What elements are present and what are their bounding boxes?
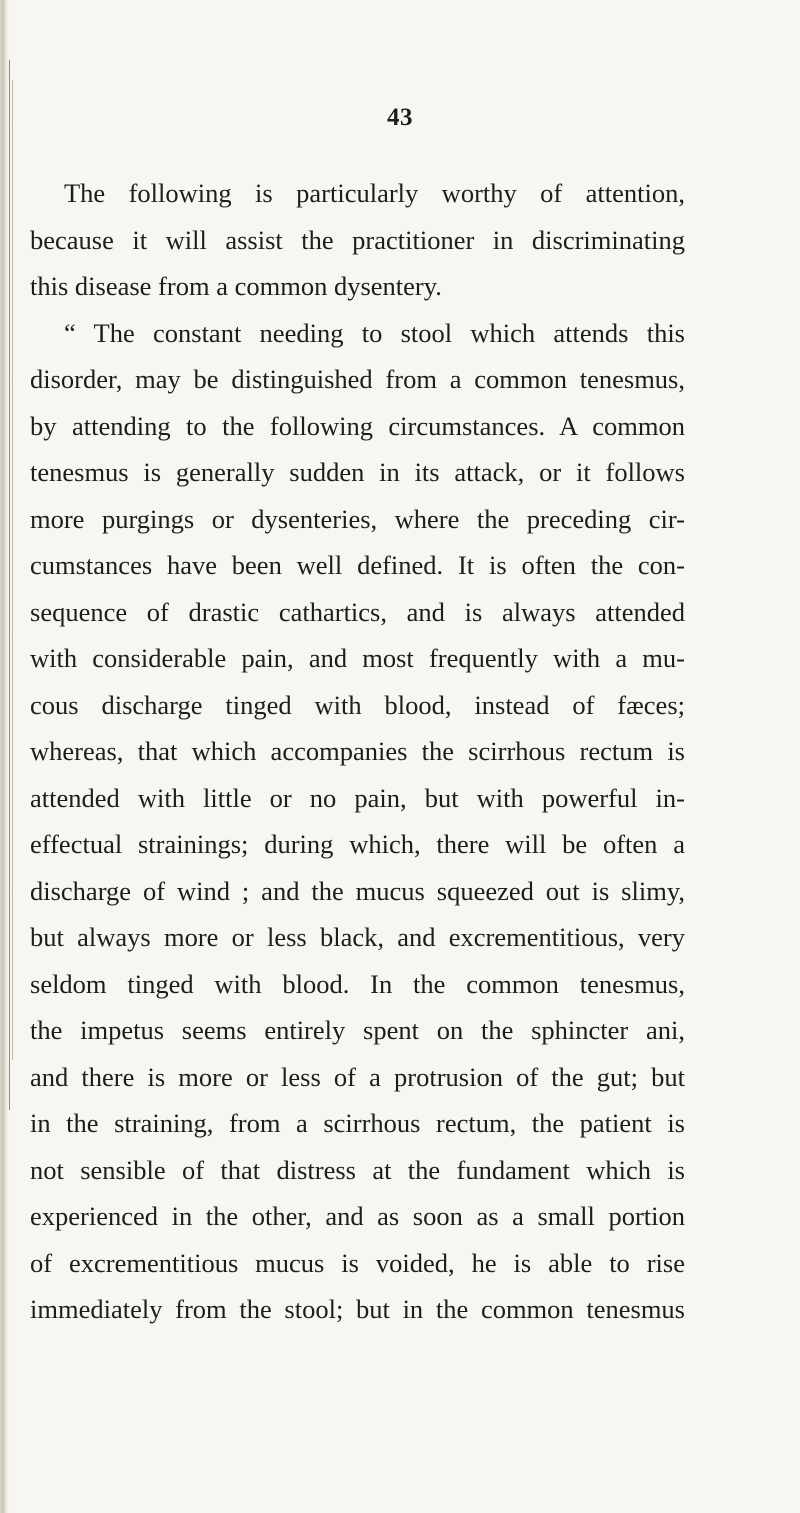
text-line: tenesmus is generally sudden in its attack, or it follows (30, 457, 685, 487)
text-line: the impetus seems entirely spent on the sphincter ani, (30, 1015, 685, 1045)
text-line: whereas, that which accompanies the scirrhous rectum is (30, 736, 685, 766)
text-line: of excrementitious mucus is voided, he is able to rise (30, 1247, 685, 1278)
text-line: effectual strainings; during which, there will be often a (30, 829, 685, 859)
text-line: sequence of drastic cathartics, and is always attended (30, 596, 685, 627)
text-line: in the straining, from a scirrhous rectum, the patient is (30, 1108, 685, 1138)
text-line: discharge of wind ; and the mucus squeezed out is slimy, (30, 875, 685, 906)
text-line: and there is more or less of a protrusion of the gut; but (30, 1061, 685, 1092)
page-binding-edge (0, 0, 9, 1513)
page-edge-line (12, 80, 13, 1060)
body-text (30, 170, 685, 1333)
text-line: seldom tinged with blood. In the common tenesmus, (30, 968, 685, 999)
text-line: by attending to the following circumstances. A common (30, 410, 685, 441)
text-line: immediately from the stool; but in the common tenesmus (30, 1294, 685, 1324)
text-line: more purgings or dysenteries, where the preceding cir- (30, 503, 685, 534)
text-line: cumstances have been well defined. It is often the con- (30, 550, 685, 580)
text-line: not sensible of that distress at the fundament which is (30, 1154, 685, 1185)
text-line: “ The constant needing to stool which attends this (64, 317, 685, 348)
text-line: attended with little or no pain, but with powerful in- (30, 782, 685, 813)
text-line: but always more or less black, and excrementitious, very (30, 922, 685, 952)
text-line: with considerable pain, and most frequently with a mu- (30, 643, 685, 673)
text-line: because it will assist the practitioner in discriminating (30, 224, 685, 255)
page-edge-line (9, 60, 10, 1110)
text-line: cous discharge tinged with blood, instead of fæces; (30, 689, 685, 720)
text-line: The following is particularly worthy of attention, (64, 178, 685, 208)
page-number: 43 (387, 104, 413, 131)
text-line: experienced in the other, and as soon as a small portion (30, 1201, 685, 1231)
text-line: this disease from a common dysentery. (30, 271, 442, 301)
text-line: disorder, may be distinguished from a common tenesmus, (30, 364, 685, 394)
